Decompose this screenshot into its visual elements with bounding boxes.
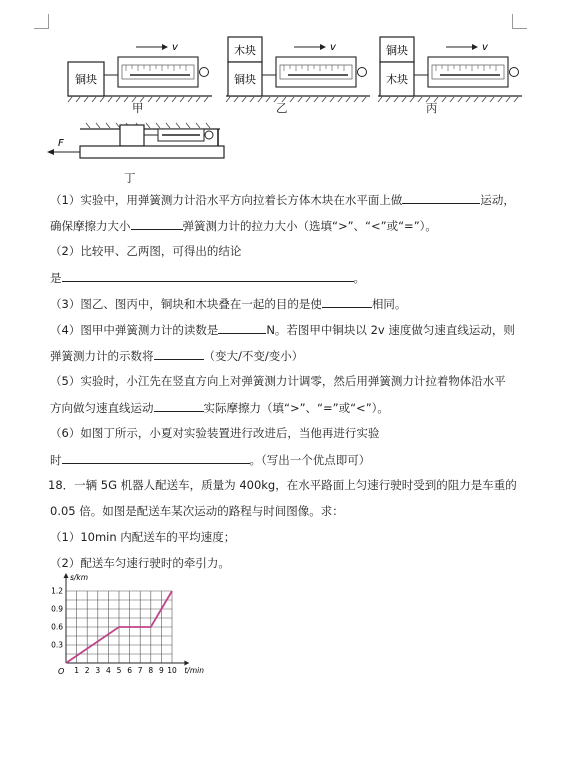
q2-line-1: （2）比较甲、乙两图，可得出的结论 <box>50 244 242 258</box>
figure-label-bing: 丙 <box>426 101 438 115</box>
crop-mark-top-left <box>34 14 49 29</box>
long-board <box>80 146 224 158</box>
spring-scale <box>428 57 508 87</box>
wood-block-label: 木块 <box>234 44 256 57</box>
q4-line-1: （4）图甲中弹簧测力计的读数是 N。若图甲中铜块以 2v 速度做匀速直线运动，则 <box>50 323 515 337</box>
x-tick-label: 3 <box>95 666 101 675</box>
q5-line-2: 方向做匀速直线运动 实际摩擦力（填“>”、“=”或“<”）。 <box>50 401 389 415</box>
copper-block-label: 铜块 <box>234 73 256 86</box>
answer-blank[interactable] <box>62 269 354 282</box>
y-tick-label: 0.3 <box>51 640 63 650</box>
spring-scale <box>118 57 198 87</box>
answer-blank[interactable] <box>218 321 266 334</box>
answer-blank[interactable] <box>131 217 183 230</box>
crop-mark-top-right <box>512 14 527 29</box>
x-tick-label: 10 <box>167 666 177 675</box>
velocity-label: v <box>330 42 336 53</box>
x-tick-label: 5 <box>116 666 122 675</box>
figure-label-ding: 丁 <box>124 171 136 185</box>
y-axis-arrow <box>64 573 69 578</box>
q18-sub-1: （1）10min 内配送车的平均速度； <box>50 530 236 544</box>
spring-scale <box>276 57 356 87</box>
figure-bing <box>374 35 534 115</box>
wood-block-label: 木块 <box>386 73 408 86</box>
q6-line-1: （6）如图丁所示，小夏对实验装置进行改进后，当他再进行实验 <box>50 426 380 440</box>
q1-line-2: 确保摩擦力大小 弹簧测力计的拉力大小（选填“>”、“<”或“=”）。 <box>50 219 437 233</box>
q6-line-2: 时 。（写出一个优点即可） <box>50 453 371 467</box>
x-tick-label: 8 <box>148 666 154 675</box>
copper-block-label: 铜块 <box>75 73 97 86</box>
x-tick-label: 6 <box>127 666 132 675</box>
small-block <box>120 125 144 146</box>
answer-blank[interactable] <box>154 347 204 360</box>
q5-line-1: （5）实验时，小江先在竖直方向上对弹簧测力计调零，然后用弹簧测力计拉着物体沿水平 <box>50 374 506 388</box>
q1-line-1: （1）实验中，用弹簧测力计沿水平方向拉着长方体木块在水平面上做 运动， <box>50 193 515 207</box>
figure-ding <box>40 115 230 175</box>
q18-sub-2: （2）配送车匀速行驶时的牵引力。 <box>50 556 230 570</box>
x-tick-label: 2 <box>84 666 90 675</box>
q2-line-2: 是 。 <box>50 271 365 285</box>
answer-blank[interactable] <box>402 191 480 204</box>
q18-line-2: 0.05 倍。如图是配送车某次运动的路程与时间图像。求： <box>50 504 344 518</box>
answer-blank[interactable] <box>62 451 250 464</box>
velocity-label: v <box>172 42 178 53</box>
velocity-label: v <box>482 42 488 53</box>
figure-yi <box>220 35 380 115</box>
force-label: F <box>58 138 64 149</box>
copper-block-label: 铜块 <box>386 44 408 57</box>
y-tick-label: 0.6 <box>51 622 63 632</box>
x-tick-label: 7 <box>137 666 143 675</box>
answer-blank[interactable] <box>322 295 372 308</box>
q18-line-1: 18．一辆 5G 机器人配送车，质量为 400kg，在水平路面上匀速行驶时受到的阻力是车重的 <box>48 478 517 492</box>
y-tick-label: 0.9 <box>51 604 63 614</box>
x-tick-label: 9 <box>159 666 164 675</box>
y-tick-label: 1.2 <box>51 586 63 596</box>
q4-line-2: 弹簧测力计的示数将 （变大/不变/变小） <box>50 349 304 363</box>
distance-time-chart <box>48 573 204 685</box>
x-axis-arrow <box>184 661 189 666</box>
figure-label-yi: 乙 <box>276 101 288 115</box>
answer-blank[interactable] <box>154 399 204 412</box>
x-axis-label: t/min <box>184 666 204 675</box>
q3-line: （3）图乙、图丙中，铜块和木块叠在一起的目的是使 相同。 <box>50 297 407 311</box>
x-tick-label: 1 <box>74 666 79 675</box>
origin-label: O <box>58 667 65 676</box>
figure-label-jia: 甲 <box>132 101 144 115</box>
y-axis-label: s/km <box>70 573 89 582</box>
x-tick-label: 4 <box>106 666 111 675</box>
